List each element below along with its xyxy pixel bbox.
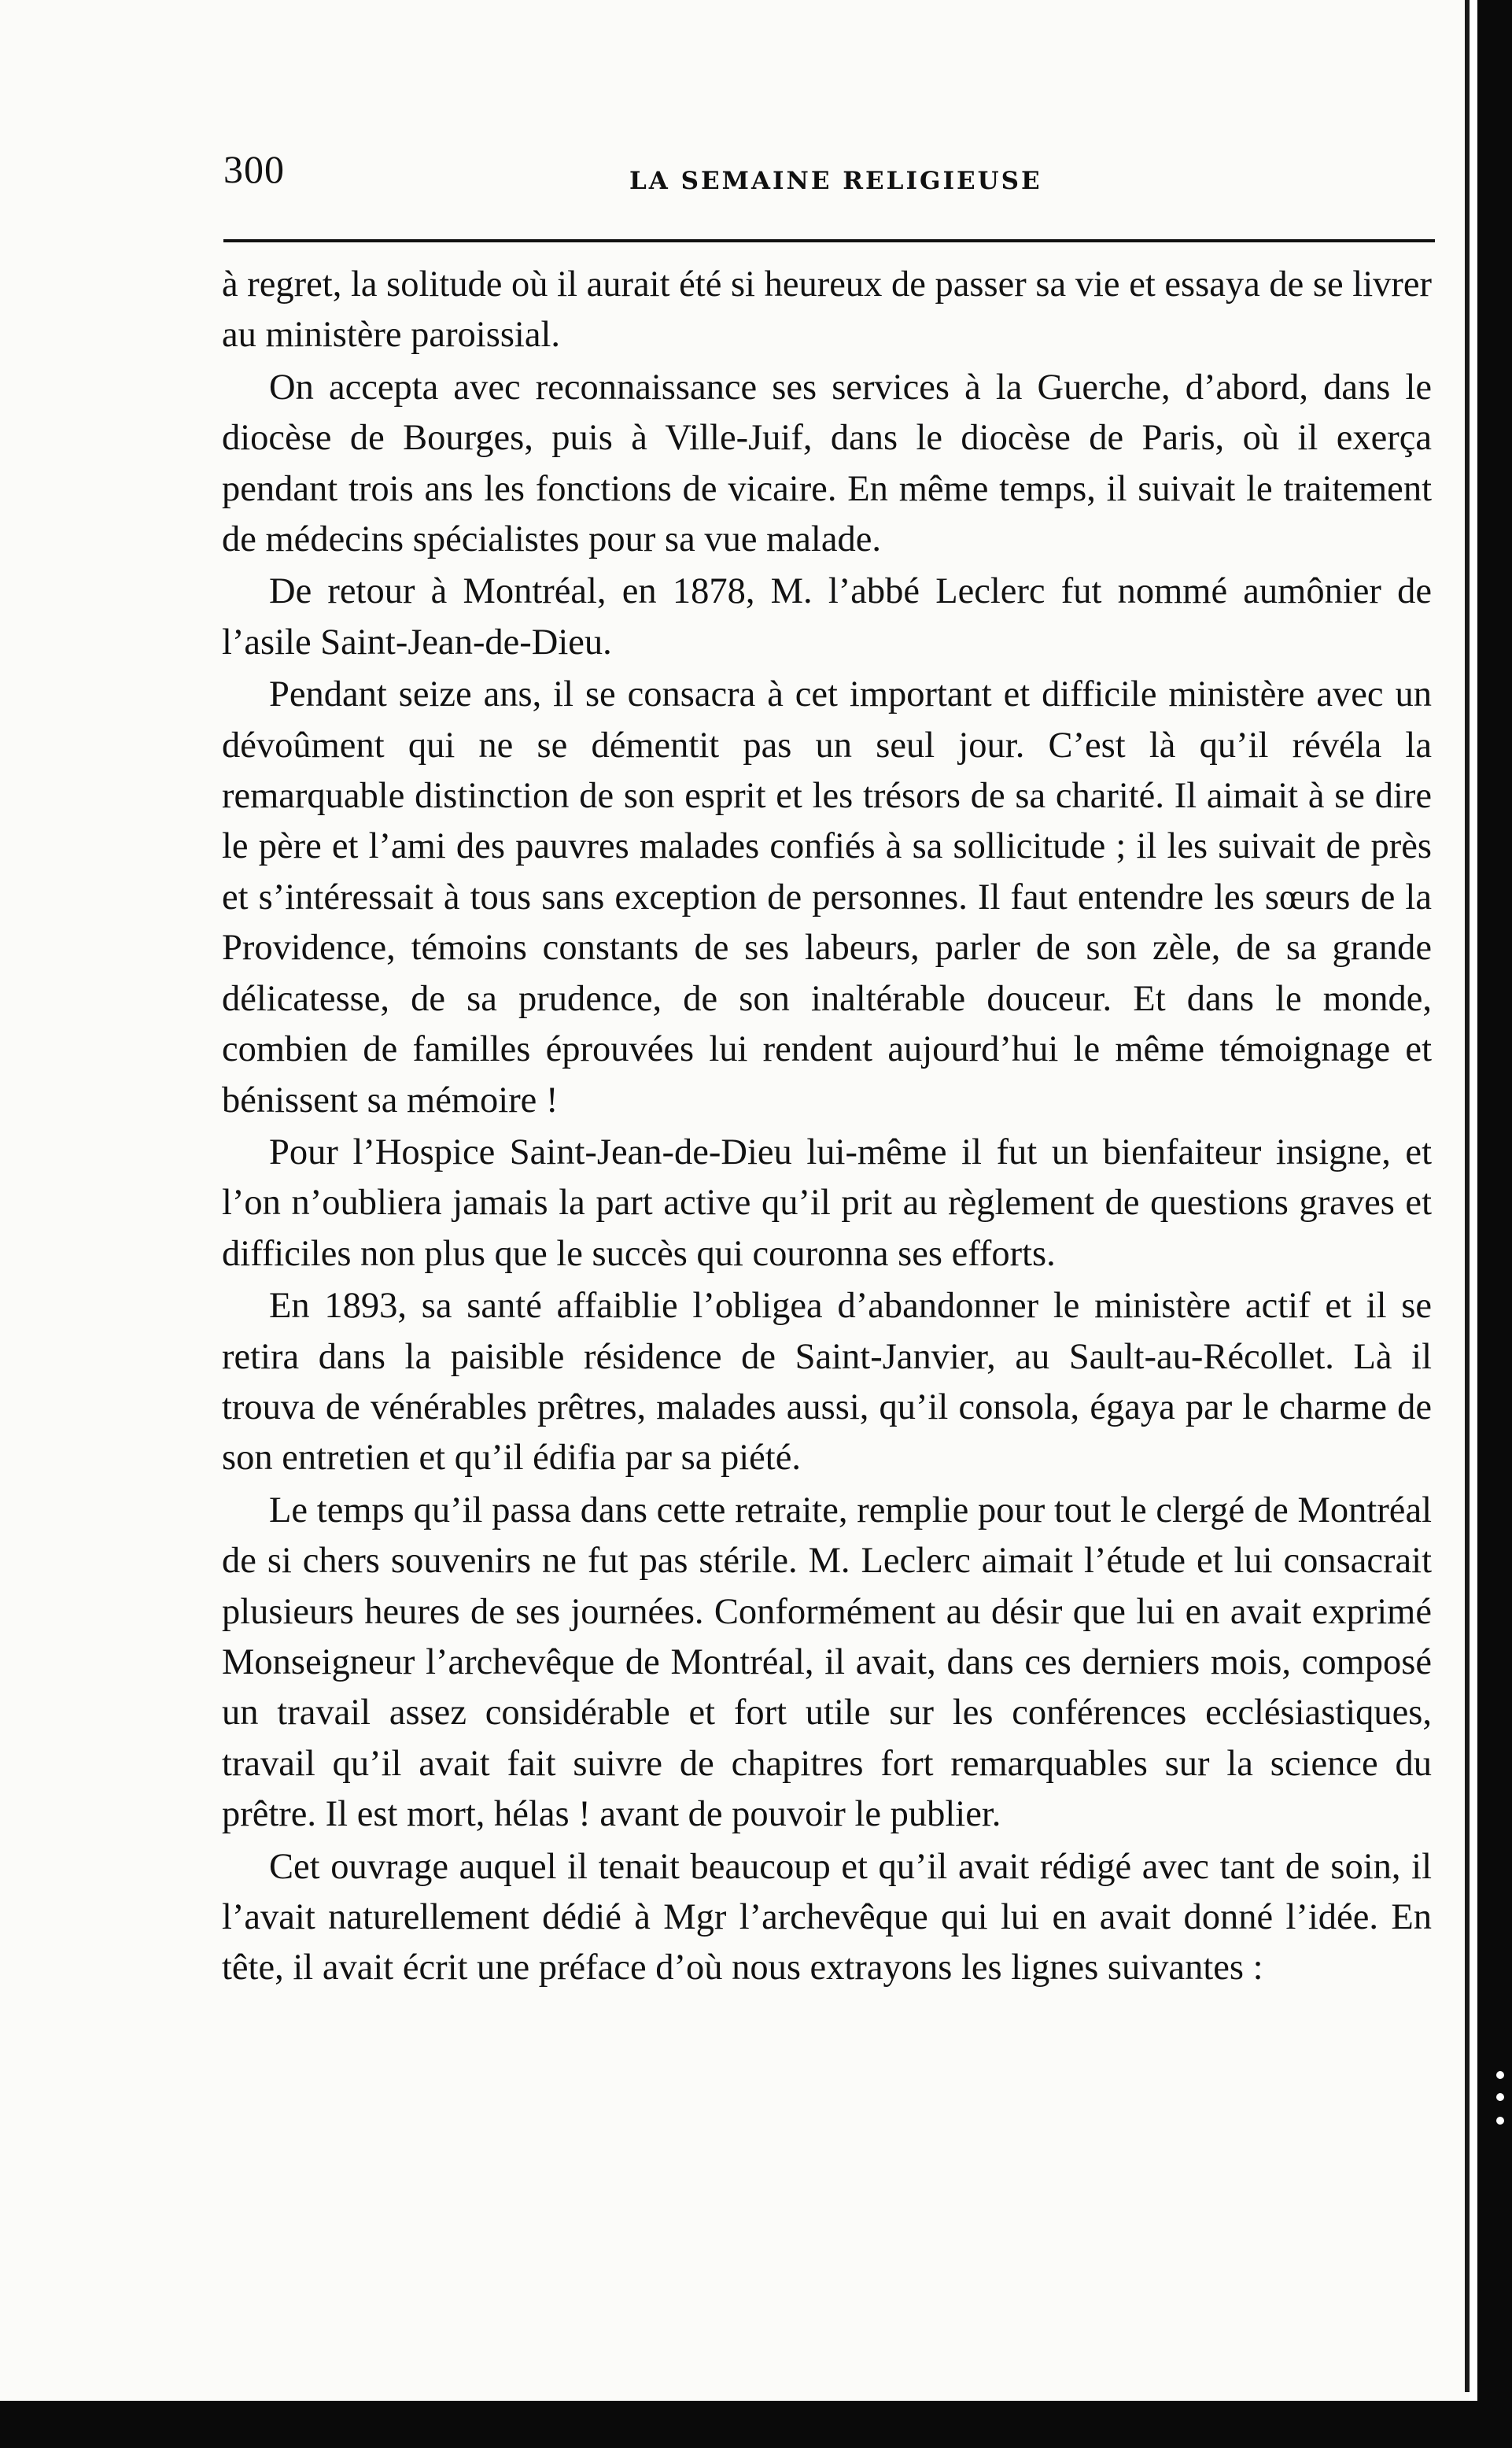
paragraph-7: Le temps qu’il passa dans cette retraite, remplie pour tout le clergé de Montréal de si chers souvenirs ne fut pas stérile. M. Leclerc aimait l’étude et lui consacrait plusieurs heures de ses journées. Conformément au désir que lui en avait exprimé Monseigneur l’archevêque de Montréal, il avait, dans ces derniers mois, composé un travail assez considérable et fort utile sur les conférences ecclésiastiques, travail qu’il avait fait suivre de chapitres fort remarquables sur la science du prêtre. Il est mort, hélas ! avant de pouvoir le publier. (222, 1490, 1432, 1835)
binding-hole (1496, 2117, 1504, 2125)
paragraph-6: En 1893, sa santé affaiblie l’obligea d’abandonner le ministère actif et il se retira dans la paisible résidence de Saint-Janvier, au Sault-au-Récollet. Là il trouva de vénérables prêtres, malades aussi, qu’il consola, égaya par le charme de son entretien et qu’il édifia par sa piété. (222, 1286, 1432, 1479)
paragraph-2: On accepta avec reconnaissance ses services à la Guerche, d’abord, dans le diocèse de Bourges, puis à Ville-Juif, dans le diocèse de Paris, où il exerça pendant trois ans les fonctions de vicaire. En même temps, il suivait le traitement de médecins spécialistes pour sa vue malade. (222, 367, 1432, 560)
running-head: LA SEMAINE RELIGIEUSE (629, 167, 1042, 195)
binding-hole (1496, 2093, 1504, 2101)
paragraph-1: à regret, la solitude où il aurait été si heureux de passer sa vie et essaya de se livrer au ministère paroissial. (222, 264, 1432, 356)
paragraph-8: Cet ouvrage auquel il tenait beaucoup et qu’il avait rédigé avec tant de soin, il l’avait naturellement dédié à Mgr l’archevêque qui lui en avait donné l’idée. En tête, il avait écrit une préface d’où nous extrayons les lignes suivantes : (222, 1846, 1432, 1988)
paragraph-4: Pendant seize ans, il se consacra à cet important et difficile ministère avec un dévoûment qui ne se démentit pas un seul jour. C’est là qu’il révéla la remarquable distinction de son esprit et les trésors de sa charité. Il aimait à se dire le père et l’ami des pauvres malades confiés à sa sollicitude ; il les suivait de près et s’intéressait à tous sans exception de personnes. Il faut entendre les sœurs de la Providence, témoins constants de ses labeurs, parler de son zèle, de sa grande délicatesse, de sa prudence, de son inaltérable douceur. Et dans le monde, combien de familles éprouvées lui rendent aujourd’hui le même témoignage et bénissent sa mémoire ! (222, 674, 1432, 1121)
header-rule (223, 239, 1435, 242)
page-number: 300 (223, 147, 285, 191)
scan-edge-right (1477, 0, 1512, 2448)
binding-hole (1496, 2071, 1504, 2079)
body-text (222, 260, 1432, 1996)
scan-edge-gap (1470, 0, 1477, 2448)
paragraph-5: Pour l’Hospice Saint-Jean-de-Dieu lui-même il fut un bienfaiteur insigne, et l’on n’oubliera jamais la part active qu’il prit au règlement de questions graves et difficiles non plus que le succès qui couronna ses efforts. (222, 1132, 1432, 1274)
page-header (223, 138, 1435, 201)
scan-edge-bottom (0, 2401, 1512, 2448)
paragraph-3: De retour à Montréal, en 1878, M. l’abbé Leclerc fut nommé aumônier de l’asile Saint-Jean-de-Dieu. (222, 571, 1432, 663)
